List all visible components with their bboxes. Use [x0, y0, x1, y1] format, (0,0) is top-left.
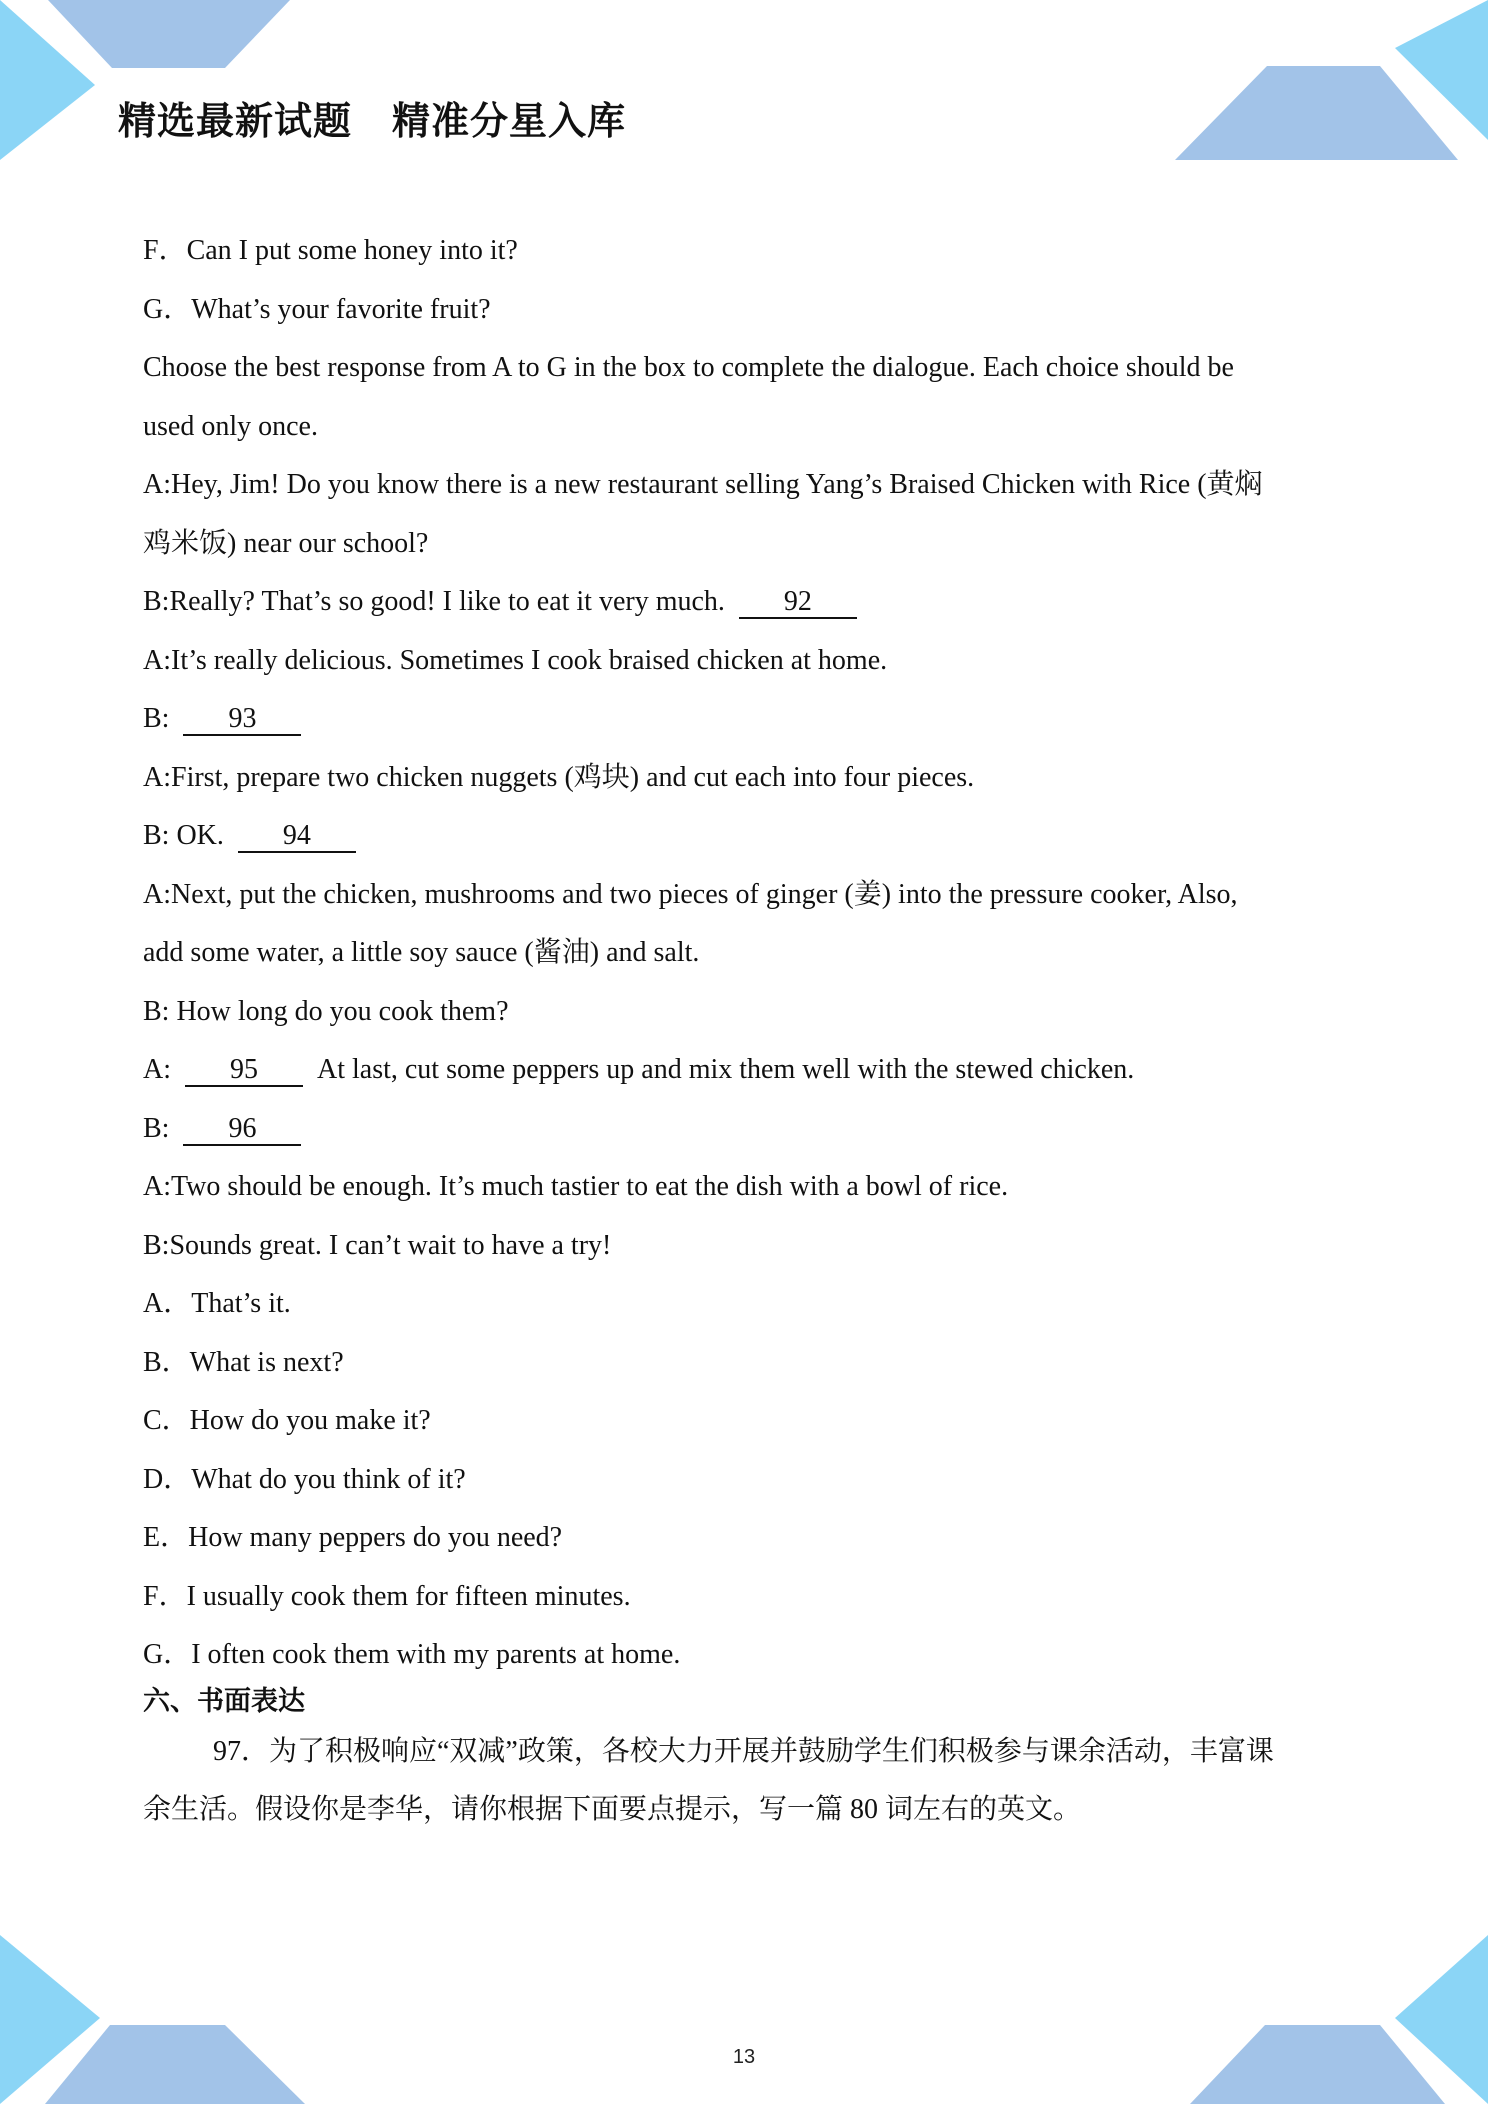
- blank-94: 94: [238, 821, 356, 853]
- dialogue-a6: A:Two should be enough. It’s much tastier to eat the dish with a bowl of rice.: [143, 1171, 1009, 1202]
- header-title-left: 精选最新试题: [118, 99, 353, 143]
- document-body: [143, 222, 1348, 1840]
- dialogue-b2: [143, 690, 1348, 749]
- dialogue-a5-prefix: A:: [143, 1054, 171, 1085]
- dialogue-a2: A:It’s really delicious. Sometimes I cook braised chicken at home.: [143, 644, 888, 676]
- question-97-line-2: 余生活。假设你是李华，请你根据下面要点提示，写一篇 80 词左右的英文。: [143, 1794, 1082, 1825]
- choice-option-d: D．What do you think of it?: [143, 1463, 466, 1495]
- dialogue-b6: B:Sounds great. I can’t wait to have a try!: [143, 1229, 612, 1261]
- blank-92: 92: [739, 587, 857, 619]
- corner-trapezoid-top-right: [1175, 66, 1458, 160]
- dialogue-b4: B: How long do you cook them?: [143, 995, 509, 1027]
- dialogue-a1-line-2: 鸡米饭) near our school?: [143, 527, 429, 559]
- header-title-right: 精准分星入库: [392, 99, 627, 143]
- choice-option-e: E．How many peppers do you need?: [143, 1522, 563, 1553]
- dialogue-b2-prefix: B:: [143, 703, 170, 734]
- blank-95: 95: [185, 1055, 303, 1087]
- section-title-writing: 六、书面表达: [143, 1685, 305, 1717]
- dialogue-a4-line-2: add some water, a little soy sauce (酱油) and salt.: [143, 937, 700, 968]
- option-f-prev: F．Can I put some honey into it?: [143, 235, 518, 266]
- choice-option-b: B．What is next?: [143, 1346, 344, 1378]
- question-97-line-1: 97．为了积极响应“双减”政策，各校大力开展并鼓励学生们积极参与课余活动，丰富课: [213, 1735, 1274, 1767]
- dialogue-b1: [143, 573, 1348, 632]
- dialogue-a5-suffix: At last, cut some peppers up and mix them well with the stewed chicken.: [317, 1054, 1135, 1085]
- dialogue-b5: [143, 1100, 1348, 1159]
- dialogue-a5: [143, 1041, 1348, 1100]
- option-g-prev: G．What’s your favorite fruit?: [143, 293, 491, 325]
- dialogue-b3-prefix: B: OK.: [143, 820, 224, 851]
- page-number: 13: [732, 2046, 756, 2068]
- dialogue-a1-line-1: A:Hey, Jim! Do you know there is a new restaurant selling Yang’s Braised Chicken with Rice (黄焖: [143, 469, 1263, 500]
- dialogue-a3: A:First, prepare two chicken nuggets (鸡块) and cut each into four pieces.: [143, 761, 975, 793]
- header-title: [118, 90, 626, 145]
- instruction-line-1: Choose the best response from A to G in the box to complete the dialogue. Each choice should be: [143, 352, 1234, 383]
- choice-option-f: F．I usually cook them for fifteen minutes.: [143, 1580, 631, 1612]
- instruction-line-2: used only once.: [143, 410, 318, 442]
- corner-trapezoid-top-left: [48, 0, 290, 68]
- choice-option-c: C．How do you make it?: [143, 1405, 431, 1436]
- dialogue-b5-prefix: B:: [143, 1112, 170, 1144]
- choice-option-g: G．I often cook them with my parents at home.: [143, 1639, 681, 1670]
- blank-96: 96: [183, 1114, 301, 1146]
- dialogue-b1-text: B:Really? That’s so good! I like to eat it very much.: [143, 586, 725, 617]
- dialogue-a4-line-1: A:Next, put the chicken, mushrooms and two pieces of ginger (姜) into the pressure cooker, Also,: [143, 878, 1238, 910]
- choice-option-a: A．That’s it.: [143, 1288, 291, 1319]
- blank-93: 93: [183, 704, 301, 736]
- dialogue-b3: [143, 807, 1348, 866]
